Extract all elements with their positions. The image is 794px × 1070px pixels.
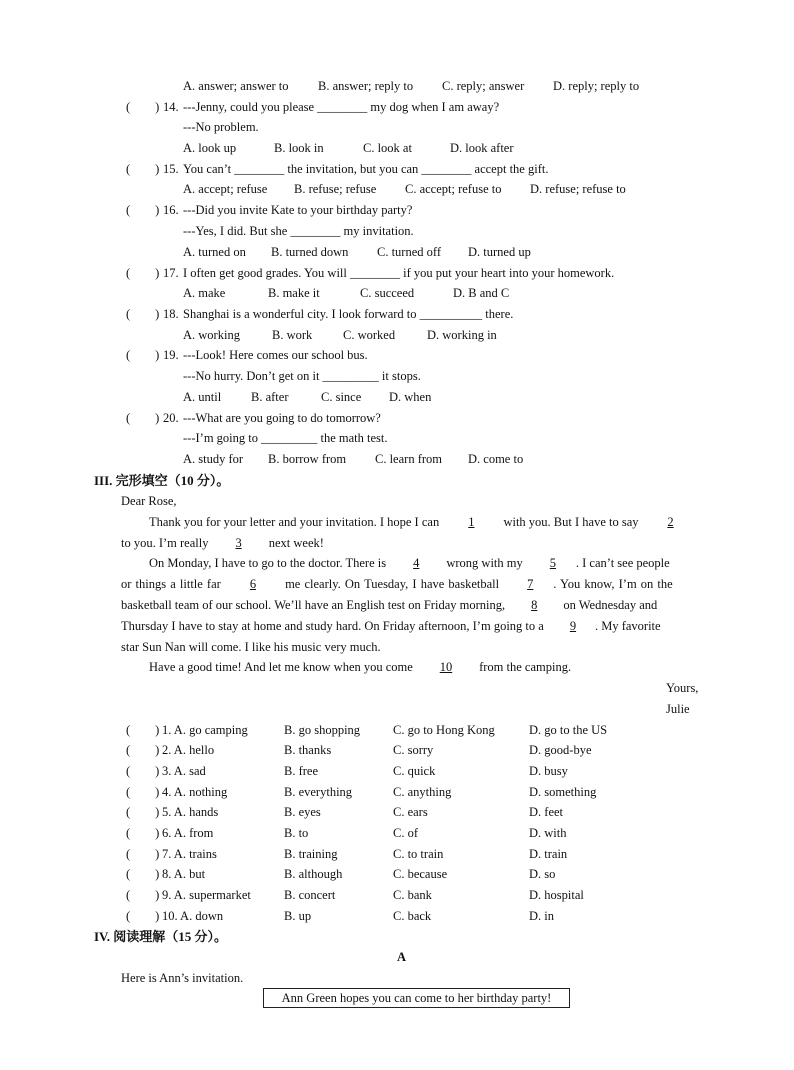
letter-line: star Sun Nan will come. I like his music very much. [121, 640, 381, 654]
letter-line: Thank you for your letter and your invitation. I hope I can 1 with you. But I have to say 2 [149, 515, 674, 529]
question-number: 14. [163, 100, 179, 114]
option: B. after [251, 390, 289, 404]
option: C. anything [393, 785, 452, 799]
option: A. turned on [183, 245, 246, 259]
option: 4. A. nothing [162, 785, 228, 799]
option: C. of [393, 826, 418, 840]
letter-line: Have a good time! And let me know when you come 10 from the camping. [149, 660, 572, 674]
option: D. good-bye [529, 743, 592, 757]
option: D. look after [450, 141, 514, 155]
option: D. turned up [468, 245, 531, 259]
option: D. refuse; refuse to [530, 182, 626, 196]
question-stem: Shanghai is a wonderful city. I look forward to __________ there. [183, 307, 514, 321]
option: D. come to [468, 452, 524, 466]
question-stem: ---Yes, I did. But she ________ my invitation. [183, 224, 414, 238]
question-stem: ---What are you going to do tomorrow? [183, 411, 381, 425]
answer-paren: ( ) [126, 162, 160, 176]
question-number: 17. [163, 266, 179, 280]
option: C. bank [393, 888, 432, 902]
option: B. refuse; refuse [294, 182, 377, 196]
letter-closing: Yours, [666, 681, 699, 695]
option: 8. A. but [162, 867, 206, 881]
option: B. go shopping [284, 723, 361, 737]
option: D. train [529, 847, 568, 861]
option: 2. A. hello [162, 743, 215, 757]
option: C. reply; answer [442, 79, 525, 93]
blank: 3 [235, 536, 242, 550]
option: C. back [393, 909, 432, 923]
option: C. to train [393, 847, 444, 861]
option: 3. A. sad [162, 764, 206, 778]
option: 9. A. supermarket [162, 888, 251, 902]
question-stem: ---No problem. [183, 120, 259, 134]
question-stem: ---Look! Here comes our school bus. [183, 348, 368, 362]
option: B. everything [284, 785, 353, 799]
blank: 7 [527, 577, 534, 591]
option: D. something [529, 785, 597, 799]
option: A. until [183, 390, 222, 404]
answer-paren: ( ) [126, 826, 160, 840]
section-title: III. 完形填空（10 分）。 [94, 473, 230, 488]
option: D. hospital [529, 888, 584, 902]
option: A. study for [183, 452, 244, 466]
option: B. to [284, 826, 309, 840]
answer-paren: ( ) [126, 266, 160, 280]
option: B. although [284, 867, 343, 881]
option: C. accept; refuse to [405, 182, 502, 196]
option: A. answer; answer to [183, 79, 289, 93]
letter-line: basketball team of our school. We’ll have an English test on Friday morning, 8 on Wednesday and [121, 598, 658, 612]
question-stem: ---Jenny, could you please ________ my dog when I am away? [183, 100, 500, 114]
blank: 10 [439, 660, 453, 674]
option: 10. A. down [162, 909, 224, 923]
option: B. eyes [284, 805, 321, 819]
answer-paren: ( ) [126, 888, 160, 902]
answer-paren: ( ) [126, 348, 160, 362]
option: A. look up [183, 141, 237, 155]
option: A. working [183, 328, 240, 342]
option: 5. A. hands [162, 805, 219, 819]
option: B. make it [268, 286, 320, 300]
answer-paren: ( ) [126, 307, 160, 321]
question-number: 15. [163, 162, 179, 176]
section-title: IV. 阅读理解（15 分）。 [94, 929, 228, 944]
option: D. go to the US [529, 723, 608, 737]
blank: 4 [413, 556, 420, 570]
option: C. succeed [360, 286, 415, 300]
blank: 2 [667, 515, 674, 529]
option: C. worked [343, 328, 396, 342]
answer-paren: ( ) [126, 847, 160, 861]
option: B. free [284, 764, 319, 778]
option: D. working in [427, 328, 497, 342]
option: D. with [529, 826, 567, 840]
answer-paren: ( ) [126, 805, 160, 819]
option: 1. A. go camping [162, 723, 248, 737]
option: D. in [529, 909, 554, 923]
option: B. borrow from [268, 452, 347, 466]
option: D. so [529, 867, 556, 881]
option: D. feet [529, 805, 564, 819]
invitation-text: Ann Green hopes you can come to her birthday party! [281, 991, 552, 1005]
answer-paren: ( ) [126, 909, 160, 923]
question-number: 18. [163, 307, 179, 321]
answer-paren: ( ) [126, 867, 160, 881]
option: C. quick [393, 764, 436, 778]
option: C. look at [363, 141, 412, 155]
blank: 6 [249, 577, 257, 591]
letter-line: Thursday I have to stay at home and study hard. On Friday afternoon, I’m going to a 9 . My favorite [121, 619, 661, 633]
question-stem: ---I’m going to _________ the math test. [183, 431, 388, 445]
letter-greeting: Dear Rose, [121, 494, 177, 508]
letter-line: or things a little far 6 me clearly. On Tuesday, I have basketball 7 . You know, I’m on the [121, 577, 673, 591]
option: C. sorry [393, 743, 434, 757]
blank: 1 [468, 515, 475, 529]
letter-signature: Julie [666, 702, 690, 716]
invitation-box [263, 988, 570, 1008]
option: B. answer; reply to [318, 79, 414, 93]
option: B. work [272, 328, 313, 342]
answer-paren: ( ) [126, 743, 160, 757]
option: B. training [284, 847, 338, 861]
option: D. when [389, 390, 432, 404]
option: B. thanks [284, 743, 332, 757]
option: A. accept; refuse [183, 182, 268, 196]
option: 7. A. trains [162, 847, 217, 861]
option: C. turned off [377, 245, 441, 259]
answer-paren: ( ) [126, 203, 160, 217]
question-stem: You can’t ________ the invitation, but you can ________ accept the gift. [183, 162, 549, 176]
option: C. since [321, 390, 362, 404]
question-number: 19. [163, 348, 179, 362]
option: D. busy [529, 764, 568, 778]
passage-label: A [397, 950, 407, 964]
option: 6. A. from [162, 826, 214, 840]
option: B. look in [274, 141, 324, 155]
option: C. learn from [375, 452, 442, 466]
passage-intro: Here is Ann’s invitation. [121, 971, 244, 985]
question-stem: I often get good grades. You will ________ if you put your heart into your homework. [183, 266, 615, 280]
answer-paren: ( ) [126, 411, 160, 425]
option: B. turned down [271, 245, 349, 259]
letter-line: to you. I’m really 3 next week! [121, 536, 324, 550]
letter-line: On Monday, I have to go to the doctor. There is 4 wrong with my 5 . I can’t see people [149, 556, 670, 570]
option: A. make [183, 286, 226, 300]
question-stem: ---Did you invite Kate to your birthday party? [183, 203, 413, 217]
answer-paren: ( ) [126, 764, 160, 778]
option: B. concert [284, 888, 336, 902]
question-number: 20. [163, 411, 179, 425]
blank: 8 [531, 598, 538, 612]
option: B. up [284, 909, 312, 923]
answer-paren: ( ) [126, 100, 160, 114]
answer-paren: ( ) [126, 785, 160, 799]
option: D. reply; reply to [553, 79, 640, 93]
question-stem: ---No hurry. Don’t get on it _________ it stops. [183, 369, 421, 383]
option: C. go to Hong Kong [393, 723, 495, 737]
question-number: 16. [163, 203, 179, 217]
option: C. ears [393, 805, 428, 819]
option: D. B and C [453, 286, 510, 300]
option: C. because [393, 867, 448, 881]
blank: 9 [569, 619, 577, 633]
answer-paren: ( ) [126, 723, 160, 737]
blank: 5 [549, 556, 556, 570]
